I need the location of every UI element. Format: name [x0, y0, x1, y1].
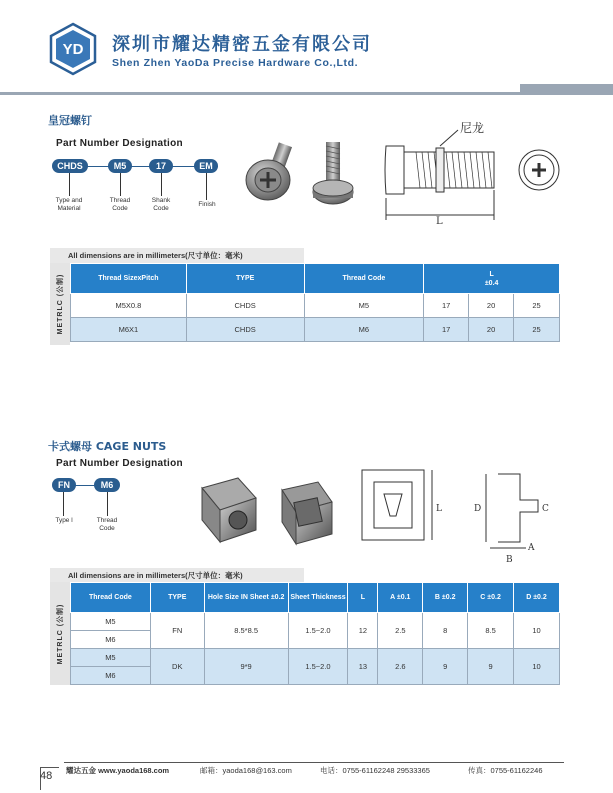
- table-row: [71, 318, 560, 342]
- pnd-label-thread: Thread Code: [96, 517, 118, 532]
- col-length-label: L: [489, 270, 494, 278]
- section2-pnd-title: Part Number Designation: [56, 458, 183, 469]
- section1-pnd-title: Part Number Designation: [56, 138, 183, 149]
- table-row: [71, 613, 560, 631]
- cell-l: 13: [348, 649, 378, 685]
- cell-c: 9: [468, 649, 514, 685]
- pnd-pill-type: CHDS: [52, 159, 88, 173]
- dim-label-d: D: [474, 504, 482, 514]
- crown-screw-drawing: [376, 118, 566, 228]
- nylon-label: 尼龙: [460, 121, 485, 135]
- table-header-row: [71, 583, 560, 613]
- pnd-tick: [120, 173, 121, 196]
- company-logo: [46, 22, 100, 76]
- cell-d: 10: [514, 613, 560, 649]
- cell: M6: [304, 318, 424, 342]
- cell-thread-code: M6: [71, 667, 151, 685]
- pnd-pill-type: FN: [52, 478, 76, 492]
- col-c: C ±0.2: [468, 583, 514, 613]
- header-divider: [0, 92, 613, 95]
- dim-label-b: B: [506, 555, 513, 565]
- pnd-tick: [63, 492, 64, 516]
- cell-thread-code: M5: [71, 613, 151, 631]
- pnd-pill-finish: EM: [194, 159, 218, 173]
- cell-thickness: 1.5~2.0: [288, 613, 348, 649]
- cage-nut-drawing: [360, 466, 560, 566]
- cell: 20: [469, 318, 514, 342]
- pnd-label-thread: Thread Code: [109, 197, 131, 212]
- pnd-pill-thread: M6: [94, 478, 120, 492]
- table-header-row: [71, 264, 560, 294]
- pnd-label-shank: Shank Code: [151, 197, 171, 212]
- pnd-pill-shank: 17: [149, 159, 173, 173]
- cell: M5: [304, 294, 424, 318]
- cell-d: 10: [514, 649, 560, 685]
- cell: M6X1: [71, 318, 187, 342]
- cell-a: 2.5: [378, 613, 423, 649]
- col-thread-code: Thread Code: [71, 583, 151, 613]
- cell-hole: 8.5*8.5: [204, 613, 288, 649]
- section1-dimension-note: All dimensions are in millimeters(尺寸单位：毫米): [50, 248, 304, 263]
- footer-divider: [64, 762, 564, 763]
- pnd-tick: [206, 173, 207, 200]
- pnd-tick: [69, 173, 70, 196]
- cell: CHDS: [186, 294, 304, 318]
- section2-table: [70, 582, 560, 685]
- cell: 17: [424, 318, 469, 342]
- pnd-label-finish: Finish: [198, 201, 216, 208]
- footer-fax: 传真：0755-61162246: [468, 766, 543, 775]
- company-name-en: Shen Zhen YaoDa Precise Hardware Co.,Ltd.: [112, 57, 359, 69]
- section1-table: [70, 263, 560, 342]
- col-length-tol: ±0.4: [484, 279, 499, 287]
- section1-title: 皇冠螺钉: [48, 114, 92, 127]
- dim-label-a: A: [528, 543, 535, 553]
- section2-title: 卡式螺母 CAGE NUTS: [48, 440, 167, 453]
- footer-company: 耀达五金 www.yaoda168.com: [66, 766, 170, 775]
- page-number: 48: [40, 770, 53, 782]
- cell-l: 12: [348, 613, 378, 649]
- col-hole-size: Hole Size IN Sheet ±0.2: [204, 583, 288, 613]
- cell-a: 2.6: [378, 649, 423, 685]
- cell: 25: [514, 318, 560, 342]
- cell: 20: [469, 294, 514, 318]
- cell: M5X0.8: [71, 294, 187, 318]
- col-type: TYPE: [186, 264, 304, 294]
- col-sheet-thickness: Sheet Thickness: [288, 583, 348, 613]
- cell-b: 9: [423, 649, 468, 685]
- cell-thread-code: M6: [71, 631, 151, 649]
- col-l: L: [348, 583, 378, 613]
- metric-label: METRLC (公制): [57, 603, 64, 664]
- pnd-pill-thread: M5: [108, 159, 132, 173]
- col-d: D ±0.2: [514, 583, 560, 613]
- cell-thickness: 1.5~2.0: [288, 649, 348, 685]
- cell-type: DK: [150, 649, 204, 685]
- logo-text: YD: [62, 41, 84, 58]
- col-thread-size: Thread SizexPitch: [71, 264, 187, 294]
- header-tab: [520, 84, 613, 92]
- col-b: B ±0.2: [423, 583, 468, 613]
- cell-type: FN: [150, 613, 204, 649]
- metric-label: METRLC (公制): [57, 273, 64, 335]
- table-row: [71, 649, 560, 667]
- cell: 25: [514, 294, 560, 318]
- cell-hole: 9*9: [204, 649, 288, 685]
- cell: CHDS: [186, 318, 304, 342]
- company-name-cn: 深圳市耀达精密五金有限公司: [112, 34, 372, 55]
- col-thread-code: Thread Code: [304, 264, 424, 294]
- crown-screw-photo: [238, 140, 368, 210]
- dim-label-c: C: [542, 504, 549, 514]
- section1-metric-band: [50, 263, 70, 345]
- footer-email: 邮箱：yaoda168@163.com: [200, 766, 292, 775]
- pnd-tick: [161, 173, 162, 196]
- cage-nut-photo: [190, 470, 340, 550]
- section2-metric-band: [50, 582, 70, 685]
- footer-phone: 电话：0755-61162248 29533365: [320, 766, 430, 775]
- cell-c: 8.5: [468, 613, 514, 649]
- cell-b: 8: [423, 613, 468, 649]
- col-a: A ±0.1: [378, 583, 423, 613]
- table-row: [71, 294, 560, 318]
- pnd-label-type: Type and Material: [55, 197, 83, 212]
- pnd-label-type: Type l: [55, 517, 73, 524]
- pnd-tick: [107, 492, 108, 516]
- length-label: L: [436, 216, 443, 227]
- dim-label-l: L: [436, 504, 442, 514]
- cell-thread-code: M5: [71, 649, 151, 667]
- col-type: TYPE: [150, 583, 204, 613]
- cell: 17: [424, 294, 469, 318]
- section2-dimension-note: All dimensions are in millimeters(尺寸单位：毫米): [50, 568, 304, 583]
- col-length: [424, 264, 560, 294]
